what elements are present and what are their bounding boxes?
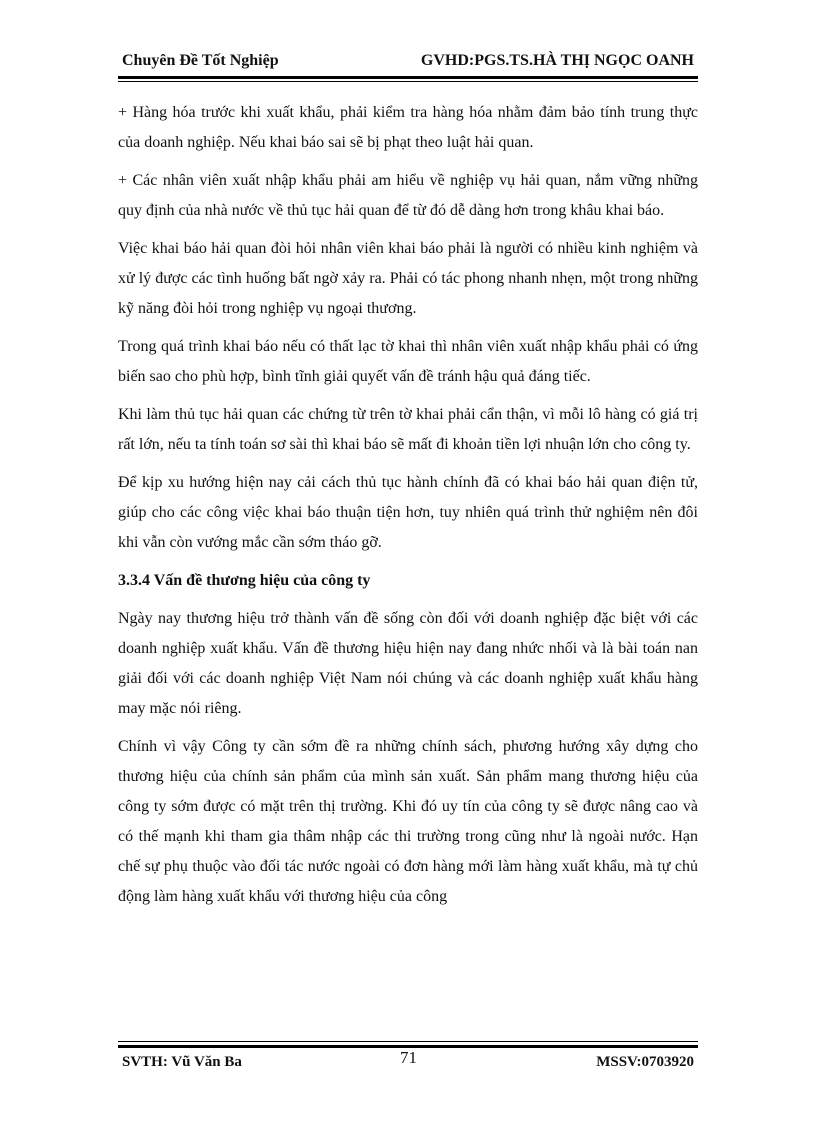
page-footer [118,1050,698,1076]
paragraph: Chính vì vậy Công ty cần sớm đề ra những chính sách, phương hướng xây dựng cho thương hiệu của chính sản phẩm của mình sản xuất. Sản phẩm mang thương hiệu của công ty sớm được có mặt trên thị trường. Khi đó uy tín của công ty sẽ được nâng cao và có thế mạnh khi tham gia thâm nhập các thi trường trong cũng như là ngoài nước. Hạn chế sự phụ thuộc vào đối tác nước ngoài có đơn hàng mới làm hàng xuất khẩu, mà tự chủ động làm hàng xuất khẩu với thương hiệu của công [118,738,698,905]
paragraph: + Hàng hóa trước khi xuất khẩu, phải kiểm tra hàng hóa nhằm đảm bảo tính trung thực của doanh nghiệp. Nếu khai báo sai sẽ bị phạt theo luật hải quan. [118,104,698,151]
paragraph: Trong quá trình khai báo nếu có thất lạc tờ khai thì nhân viên xuất nhập khẩu phải có ứng biến sao cho phù hợp, bình tĩnh giải quyết vấn đề tránh hậu quả đáng tiếc. [118,338,698,385]
header-title: Chuyên Đề Tốt Nghiệp [122,52,279,69]
paragraph: + Các nhân viên xuất nhập khẩu phải am hiểu về nghiệp vụ hải quan, nắm vững những quy định của nhà nước về thủ tục hải quan để từ đó dễ dàng hơn trong khâu khai báo. [118,172,698,219]
paragraph: Khi làm thủ tục hải quan các chứng từ trên tờ khai phải cẩn thận, vì mỗi lô hàng có giá trị rất lớn, nếu ta tính toán sơ sài thì khai báo sẽ mất đi khoản tiền lợi nhuận lớn cho công ty. [118,406,698,453]
paragraph: Việc khai báo hải quan đòi hỏi nhân viên khai báo phải là người có nhiều kinh nghiệm và xử lý được các tình huống bất ngờ xảy ra. Phải có tác phong nhanh nhẹn, một trong những kỹ năng đòi hỏi trong nghiệp vụ ngoại thương. [118,240,698,317]
section-heading: 3.3.4 Vấn đề thương hiệu của công ty [118,572,371,589]
page-number: 71 [400,1048,417,1067]
header-rule-thick [118,76,698,79]
header-advisor: GVHD:PGS.TS.HÀ THỊ NGỌC OANH [420,52,694,69]
footer-student: SVTH: Vũ Văn Ba [122,1054,242,1070]
paragraph: Để kịp xu hướng hiện nay cải cách thủ tục hành chính đã có khai báo hải quan điện tử, giúp cho các công việc khai báo thuận tiện hơn, tuy nhiên quá trình thử nghiệm nên đôi khi vẫn còn vướng mắc cần sớm tháo gỡ. [118,474,698,551]
footer-student-id: MSSV:0703920 [596,1054,694,1070]
page-header [118,50,698,74]
header-rule-thin [118,81,698,82]
paragraph: Ngày nay thương hiệu trở thành vấn đề sống còn đối với doanh nghiệp đặc biệt với các doanh nghiệp xuất khẩu. Vấn đề thương hiệu hiện nay đang nhức nhối và là bài toán nan giải đối với các doanh nghiệp Việt Nam nói chúng và các doanh nghiệp xuất khẩu hàng may mặc nói riêng. [118,610,698,717]
page-body [118,98,698,920]
footer-rule-thin [118,1041,698,1042]
